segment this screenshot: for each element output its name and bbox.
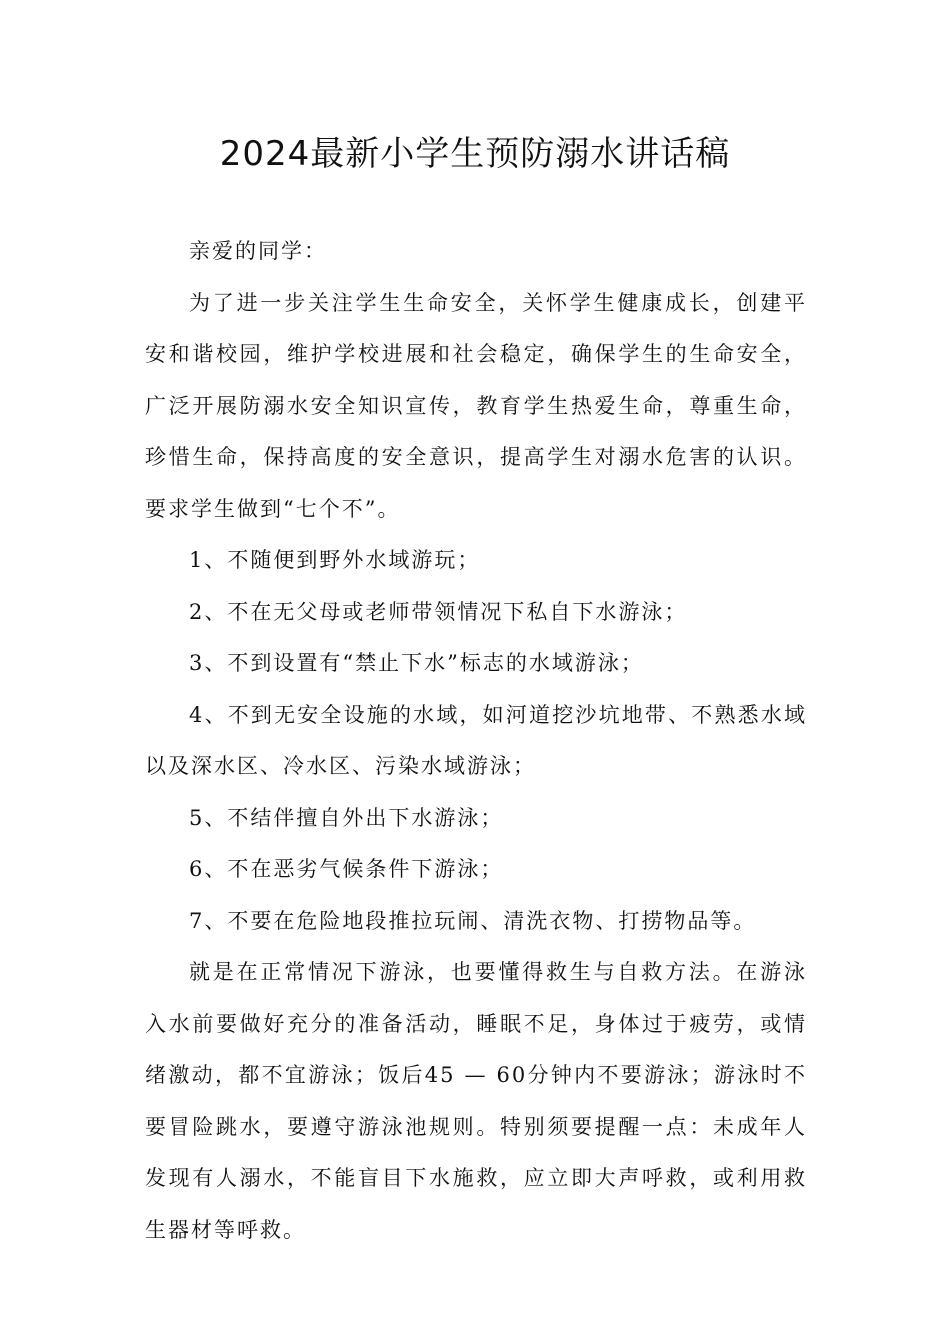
closing-paragraph: 就是在正常情况下游泳，也要懂得救生与自救方法。在游泳入水前要做好充分的准备活动，睡眠不足，身体过于疲劳，或情绪激动，都不宜游泳；饭后45 — 60分钟内不要游泳；游泳时不要冒险跳水，要遵守游泳池规则。特别须要提醒一点：未成年人发现有人溺水，不能盲目下水施救，应立即大声呼救，或利用救生器材等呼救。 [145,960,807,1242]
rule-item-5: 5、不结伴擅自外出下水游泳； [189,805,504,830]
rule-item-1: 1、不随便到野外水域游玩； [189,548,481,572]
rule-item-4: 4、不到无安全设施的水域，如河道挖沙坑地带、不熟悉水域以及深水区、冷水区、污染水域游泳； [145,702,807,778]
document-title: 2024最新小学生预防溺水讲话稿 [219,134,731,174]
salutation: 亲爱的同学： [189,239,327,263]
rule-item-3: 3、不到设置有“禁止下水”标志的水域游泳； [189,651,644,675]
document-body [145,226,807,1256]
intro-paragraph: 为了进一步关注学生生命安全，关怀学生健康成长，创建平安和谐校园，维护学校进展和社会稳定，确保学生的生命安全，广泛开展防溺水安全知识宣传，教育学生热爱生命，尊重生命，珍惜生命，保持高度的安全意识，提高学生对溺水危害的认识。要求学生做到“七个不”。 [145,290,807,521]
rule-item-6: 6、不在恶劣气候条件下游泳； [189,857,504,881]
rule-item-7: 7、不要在危险地段推拉玩闹、清洗衣物、打捞物品等。 [189,908,757,933]
rule-item-2: 2、不在无父母或老师带领情况下私自下水游泳； [189,599,688,624]
